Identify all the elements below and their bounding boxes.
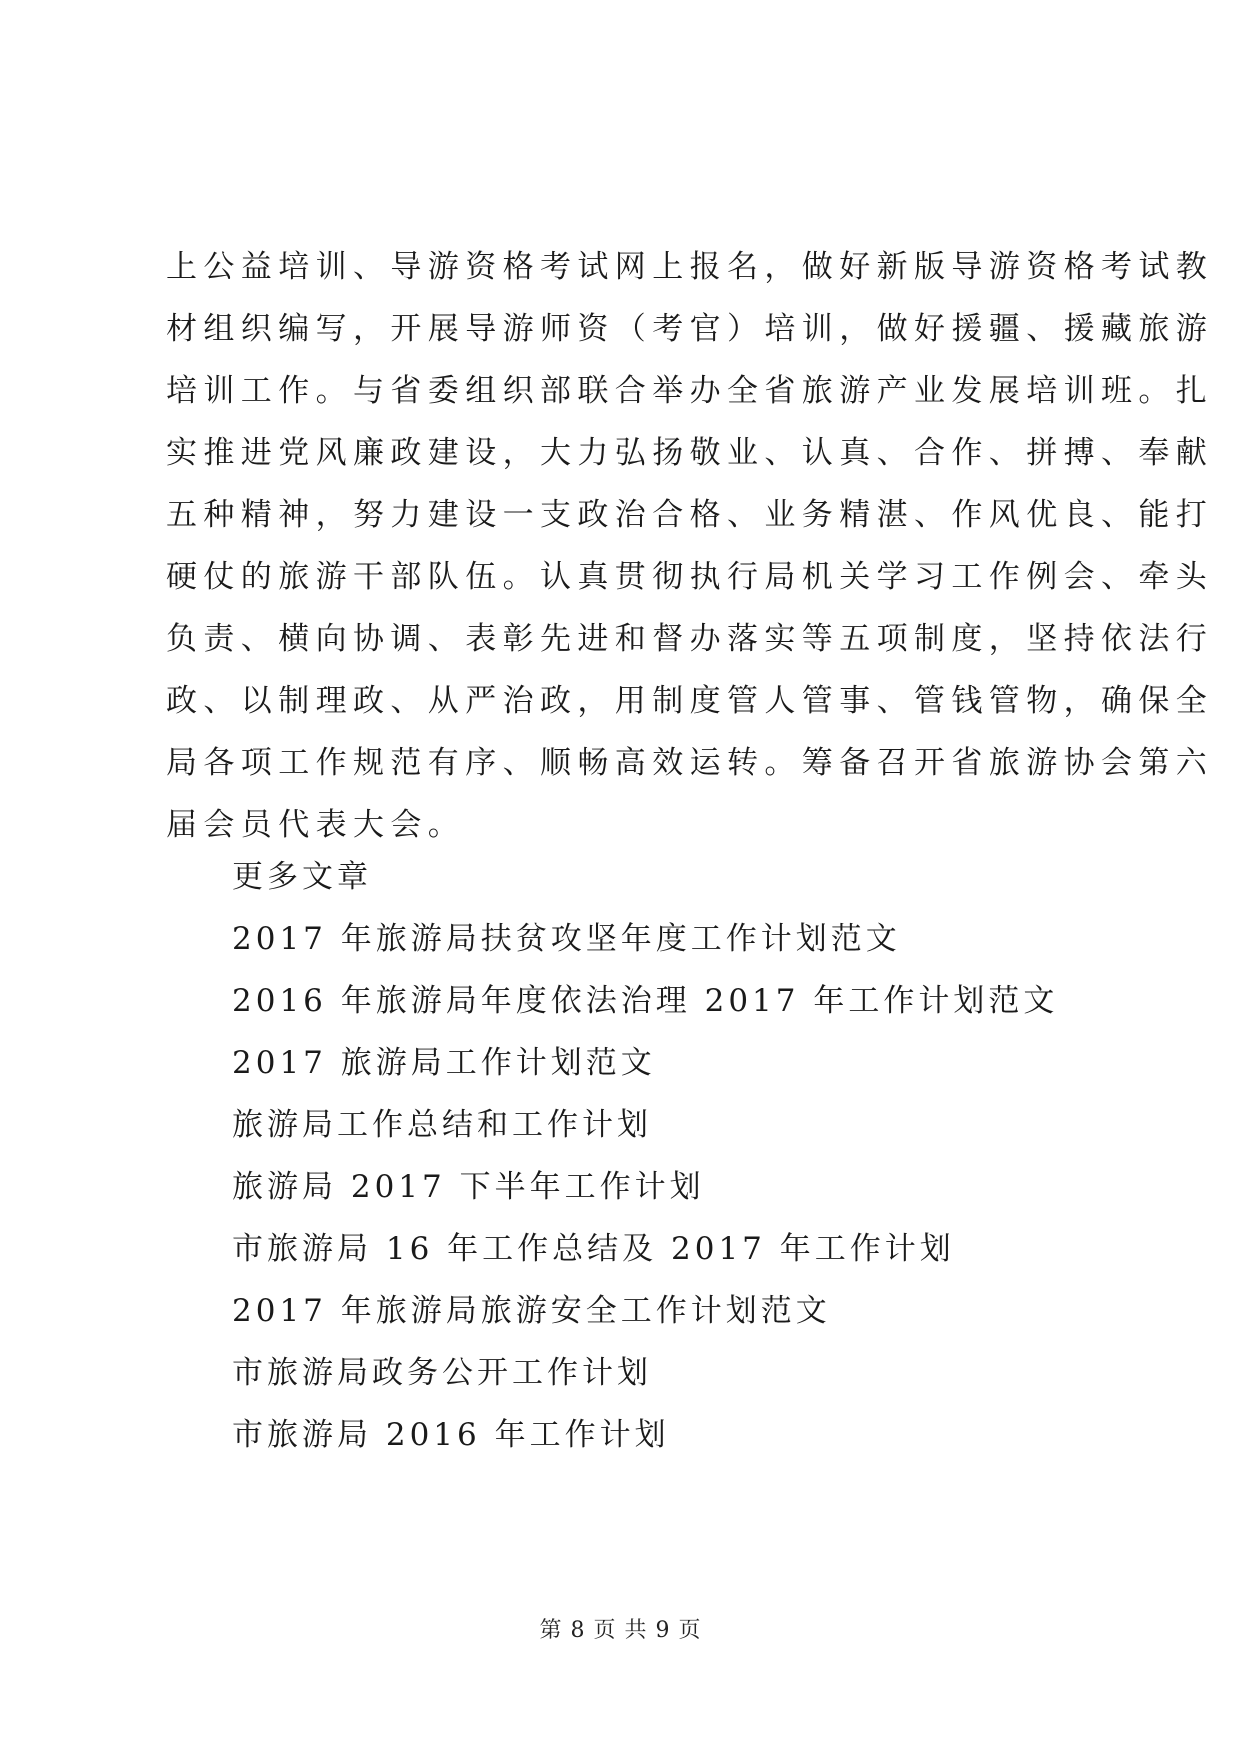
article-link[interactable]: 2016 年旅游局年度依法治理 2017 年工作计划范文 xyxy=(232,983,1059,1019)
page-number-indicator: 第 8 页 共 9 页 xyxy=(539,1618,702,1643)
article-link[interactable]: 旅游局工作总结和工作计划 xyxy=(232,1107,652,1143)
article-link[interactable]: 旅游局 2017 下半年工作计划 xyxy=(232,1169,705,1205)
more-articles-heading: 更多文章 xyxy=(232,859,372,895)
body-line: 培训工作。与省委组织部联合举办全省旅游产业发展培训班。扎 xyxy=(166,373,1214,409)
body-line: 负责、横向协调、表彰先进和督办落实等五项制度，坚持依法行 xyxy=(166,621,1214,657)
article-list xyxy=(232,908,1092,1466)
body-line: 政、以制理政、从严治政，用制度管人管事、管钱管物，确保全 xyxy=(166,683,1214,719)
article-link[interactable]: 2017 年旅游局旅游安全工作计划范文 xyxy=(232,1293,831,1329)
article-link[interactable]: 市旅游局 2016 年工作计划 xyxy=(232,1417,670,1453)
body-line: 材组织编写，开展导游师资（考官）培训，做好援疆、援藏旅游 xyxy=(166,311,1214,347)
article-link[interactable]: 2017 年旅游局扶贫攻坚年度工作计划范文 xyxy=(232,921,901,957)
body-line: 届会员代表大会。 xyxy=(166,807,466,843)
article-link[interactable]: 2017 旅游局工作计划范文 xyxy=(232,1045,656,1081)
body-paragraph xyxy=(166,236,1214,856)
body-line: 上公益培训、导游资格考试网上报名，做好新版导游资格考试教 xyxy=(166,249,1214,285)
body-line: 实推进党风廉政建设，大力弘扬敬业、认真、合作、拼搏、奉献 xyxy=(166,435,1214,471)
article-link[interactable]: 市旅游局政务公开工作计划 xyxy=(232,1355,652,1391)
article-link[interactable]: 市旅游局 16 年工作总结及 2017 年工作计划 xyxy=(232,1231,955,1267)
body-line: 五种精神，努力建设一支政治合格、业务精湛、作风优良、能打 xyxy=(166,497,1214,533)
page-footer xyxy=(0,1616,1241,1646)
body-line: 局各项工作规范有序、顺畅高效运转。筹备召开省旅游协会第六 xyxy=(166,745,1214,781)
body-line: 硬仗的旅游干部队伍。认真贯彻执行局机关学习工作例会、牵头 xyxy=(166,559,1214,595)
more-articles-section xyxy=(232,846,1092,1466)
